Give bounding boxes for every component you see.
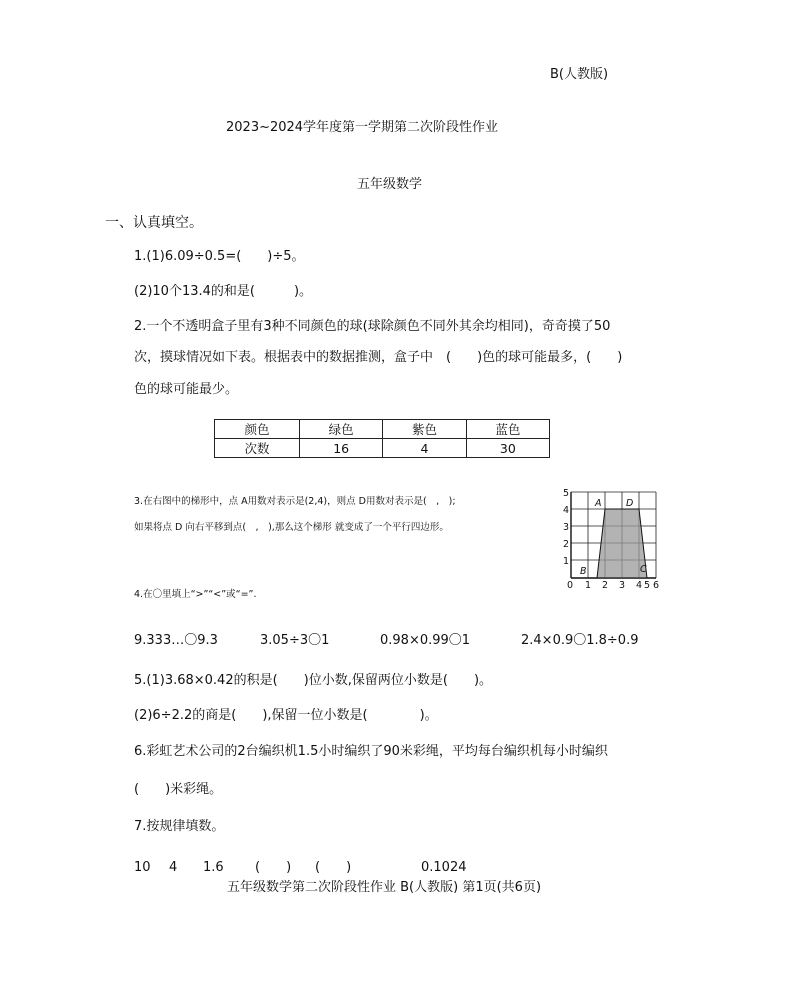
y-tick: 1 bbox=[563, 556, 570, 567]
header-tag: B(人教版) bbox=[550, 67, 609, 82]
point-label-c: C bbox=[640, 564, 647, 575]
compare-item-2: 3.05÷3〇1 bbox=[260, 633, 330, 648]
sequence-blank: ( ) bbox=[255, 860, 292, 875]
question-1b: (2)10个13.4的和是( )。 bbox=[134, 284, 313, 299]
ball-count-table bbox=[214, 419, 550, 458]
question-1a: 1.(1)6.09÷0.5=( )÷5。 bbox=[134, 249, 305, 264]
x-tick: 1 bbox=[585, 580, 592, 591]
sequence-term: 0.1024 bbox=[421, 860, 467, 875]
question-3-line-2: 如果将点 D 向右平移到点( , ),那么这个梯形 就变成了一个平行四边形。 bbox=[134, 522, 449, 533]
x-tick: 0 bbox=[567, 580, 574, 591]
page-footer: 五年级数学第二次阶段性作业 B(人教版) 第1页(共6页) bbox=[227, 880, 542, 895]
table-cell: 紫色 bbox=[383, 420, 466, 439]
table-cell: 绿色 bbox=[300, 420, 383, 439]
section-heading: 一、认真填空。 bbox=[105, 215, 203, 231]
point-label-b: B bbox=[580, 566, 587, 577]
y-tick: 4 bbox=[563, 505, 570, 516]
x-tick: 4 bbox=[636, 580, 643, 591]
table-row bbox=[215, 439, 550, 458]
point-label-d: D bbox=[626, 498, 634, 509]
table-cell: 4 bbox=[383, 439, 466, 458]
y-tick: 3 bbox=[563, 522, 570, 533]
table-cell: 次数 bbox=[215, 439, 300, 458]
x-tick: 5 bbox=[644, 580, 651, 591]
question-6-line-2: ( )米彩绳。 bbox=[134, 782, 223, 797]
question-2-line-2: 次，摸球情况如下表。根据表中的数据推测，盒子中 ( )色的球可能最多，( ) bbox=[134, 350, 623, 365]
sequence-term: 1.6 bbox=[203, 860, 224, 875]
document-title: 2023~2024学年度第一学期第二次阶段性作业 bbox=[226, 120, 499, 135]
table-cell: 蓝色 bbox=[466, 420, 549, 439]
question-5b: (2)6÷2.2的商是( ),保留一位小数是( )。 bbox=[134, 708, 438, 723]
compare-item-3: 0.98×0.99〇1 bbox=[380, 633, 471, 648]
compare-item-1: 9.333…〇9.3 bbox=[134, 633, 218, 648]
question-2-line-1: 2.一个不透明盒子里有3种不同颜色的球(球除颜色不同外其余均相同)，奇奇摸了50 bbox=[134, 319, 611, 334]
y-tick: 5 bbox=[563, 488, 570, 499]
question-6-line-1: 6.彩虹艺术公司的2台编织机1.5小时编织了90米彩绳，平均每台编织机每小时编织 bbox=[134, 744, 608, 759]
y-tick: 2 bbox=[563, 539, 570, 550]
x-tick: 6 bbox=[653, 580, 660, 591]
question-5a: 5.(1)3.68×0.42的积是( )位小数,保留两位小数是( )。 bbox=[134, 673, 493, 688]
question-4: 4.在〇里填上“>”“<”或“=”. bbox=[134, 589, 257, 600]
question-2-line-3: 色的球可能最少。 bbox=[134, 382, 239, 397]
compare-item-4: 2.4×0.9〇1.8÷0.9 bbox=[521, 633, 639, 648]
x-tick: 2 bbox=[602, 580, 609, 591]
sequence-term: 4 bbox=[169, 860, 178, 875]
table-cell: 16 bbox=[300, 439, 383, 458]
point-label-a: A bbox=[595, 498, 602, 509]
x-tick: 3 bbox=[619, 580, 626, 591]
question-3-line-1: 3.在右图中的梯形中，点 A用数对表示是(2,4)，则点 D用数对表示是( , ); bbox=[134, 496, 456, 507]
sequence-blank: ( ) bbox=[315, 860, 352, 875]
table-cell: 颜色 bbox=[215, 420, 300, 439]
trapezoid-grid-figure bbox=[560, 484, 660, 592]
table-cell: 30 bbox=[466, 439, 549, 458]
sequence-term: 10 bbox=[134, 860, 151, 875]
table-row bbox=[215, 420, 550, 439]
question-7: 7.按规律填数。 bbox=[134, 819, 225, 834]
document-subtitle: 五年级数学 bbox=[357, 177, 423, 192]
